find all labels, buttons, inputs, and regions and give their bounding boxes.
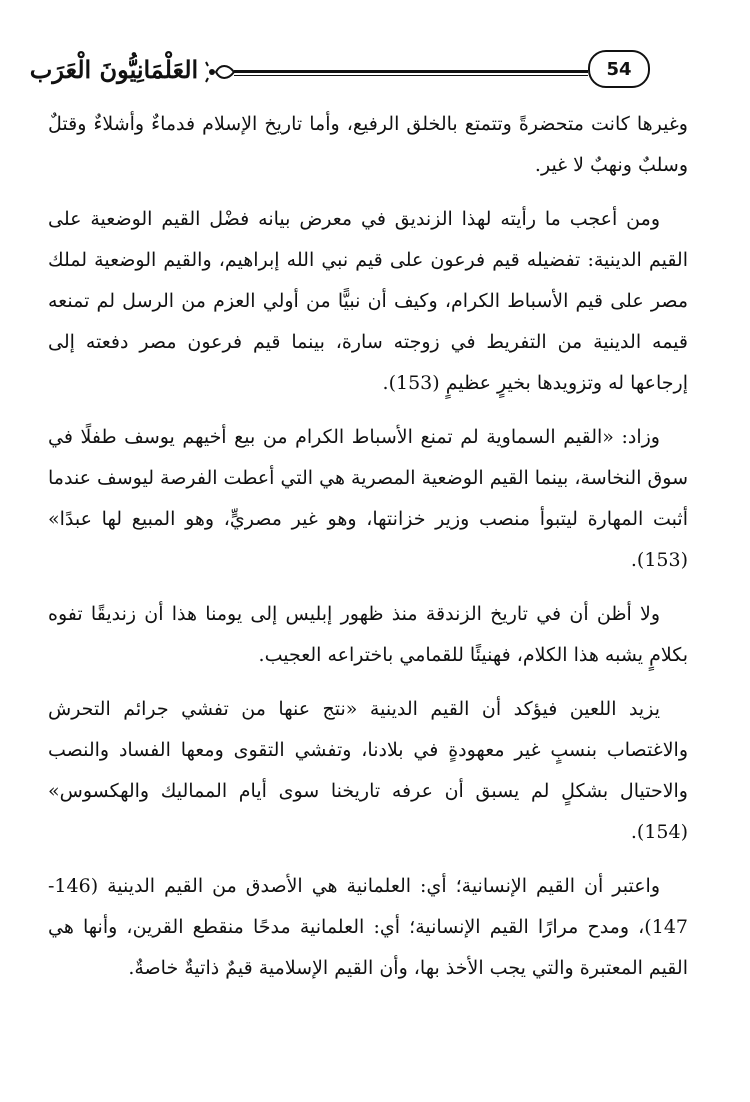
page-number: 54 (588, 50, 650, 88)
paragraph-2: ومن أعجب ما رأيته لهذا الزنديق في معرض بيانه فضْل القيم الوضعية على القيم الدينية: تفضيله قيم فرعون على قيم نبي الله إبراهيم، والقيم الوضعية لملك مصر على قيم الأسباط الكرام، وكيف أن نبيًّا من أولي العزم من الرسل لم تمنعه قيمه الدينية من التفريط في زوجته سارة، بينما قيم فرعون مصر دفعته إلى إرجاعها له وتزويدها بخيرٍ عظيمٍ (153). (48, 208, 688, 394)
book-title: العَلْمَانِيُّونَ الْعَرَب (29, 55, 199, 84)
paragraph-1: وغيرها كانت متحضرةً وتتمتع بالخلق الرفيع، وأما تاريخ الإسلام فدماءٌ وأشلاءٌ وقتلٌ وسلبٌ ونهبٌ لا غير. (48, 113, 688, 176)
ornament-icon (204, 58, 236, 86)
paragraph-4: ولا أظن أن في تاريخ الزندقة منذ ظهور إبليس إلى يومنا هذا أن زنديقًا تفوه بكلامٍ يشبه هذا الكلام، فهنيئًا للقمامي باختراعه العجيب. (48, 603, 688, 666)
paragraph-6: واعتبر أن القيم الإنسانية؛ أي: العلمانية هي الأصدق من القيم الدينية (146-147)، ومدح مرارًا القيم الإنسانية؛ أي: العلمانية مدحًا منقطع القرين، وأنها هي القيم المعتبرة والتي يجب الأخذ بها، وأن القيم الإسلامية قيمٌ ذاتيةٌ خاصةٌ. (48, 875, 688, 979)
paragraph-3: وزاد: «القيم السماوية لم تمنع الأسباط الكرام من بيع أخيهم يوسف طفلًا في سوق النخاسة، بينما القيم الوضعية المصرية هي التي أعطت الفرصة ليوسف عندما أثبت المهارة ليتبوأ منصب وزير خزانتها، وهو غير مصريٍّ، وهو المبيع لها عبدًا» (153). (48, 426, 688, 571)
header-rule (234, 70, 588, 73)
body-text (48, 104, 688, 1002)
header-rule-thin (234, 75, 588, 76)
paragraph-5: يزيد اللعين فيؤكد أن القيم الدينية «نتج عنها من تفشي جرائم التحرش والاغتصاب بنسبٍ غير معهودةٍ في بلادنا، وتفشي التقوى ومعها الفساد والنصب والاحتيال بشكلٍ لم يسبق أن عرفه تاريخنا سوى أيام المماليك والهكسوس» (154). (48, 698, 688, 843)
